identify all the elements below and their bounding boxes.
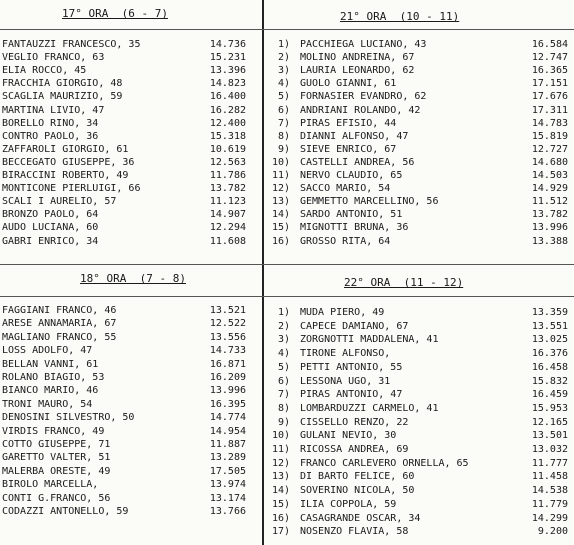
score-value: 13.996: [209, 385, 246, 397]
hour-21-title: 21° ORA (10 - 11): [340, 10, 460, 23]
list-item: [264, 525, 574, 538]
score-value: 11.123: [209, 196, 246, 208]
rank-number: 11): [271, 444, 290, 455]
list-item: [264, 388, 574, 401]
list-item: [264, 457, 574, 470]
participant-name: LESSONA UGO, 31: [300, 375, 391, 387]
score-value: 12.294: [209, 222, 246, 234]
participant-name: SARDO ANTONIO, 51: [300, 209, 403, 221]
rank-number: 9): [277, 143, 290, 155]
participant-name: GROSSO RITA, 64: [300, 235, 391, 247]
participant-name: BELLAN VANNI, 61: [2, 358, 99, 370]
list-item: [264, 90, 574, 103]
list-item: [264, 208, 574, 221]
score-value: 17.151: [531, 78, 568, 90]
score-value: 10.619: [209, 143, 246, 155]
score-value: 16.282: [209, 104, 246, 116]
rank-number: 8): [277, 130, 290, 142]
participant-name: COTTO GIUSEPPE, 71: [2, 439, 111, 450]
participant-name: GARETTO VALTER, 51: [2, 452, 111, 464]
list-item: [0, 505, 262, 518]
list-item: [264, 182, 574, 195]
score-value: 14.823: [209, 78, 246, 90]
score-value: 16.458: [531, 361, 568, 373]
score-value: 11.777: [531, 457, 568, 469]
list-item: [264, 375, 574, 388]
rank-number: 10): [271, 430, 290, 442]
participant-name: PIRAS EFISIO, 44: [300, 117, 397, 129]
rank-number: 3): [277, 334, 290, 346]
list-item: [264, 169, 574, 182]
score-value: 16.459: [531, 389, 568, 401]
rank-number: 13): [271, 471, 290, 483]
score-value: 13.766: [209, 506, 246, 517]
score-value: 11.512: [531, 196, 568, 208]
participant-name: ZAFFAROLI GIORGIO, 61: [2, 143, 129, 155]
participant-name: ZORGNOTTI MADDALENA, 41: [300, 334, 439, 346]
list-item: [0, 130, 262, 143]
participant-name: CONTI G.FRANCO, 56: [2, 492, 111, 504]
participant-name: FRANCO CARLEVERO ORNELLA, 65: [300, 457, 469, 469]
score-value: 15.819: [531, 130, 568, 142]
hour-22-title: 22° ORA (11 - 12): [344, 276, 464, 289]
participant-name: TRONI MAURO, 54: [2, 398, 93, 410]
list-item: [0, 492, 262, 505]
list-item: [0, 38, 262, 51]
list-item: [264, 333, 574, 346]
list-item: [0, 451, 262, 464]
participant-name: CAPECE DAMIANO, 67: [300, 320, 409, 332]
rank-number: 6): [277, 104, 290, 116]
score-value: 14.299: [531, 512, 568, 524]
participant-name: FRACCHIA GIORGIO, 48: [2, 78, 123, 90]
score-value: 14.783: [531, 117, 568, 129]
list-item: [0, 317, 262, 330]
rank-number: 14): [271, 485, 290, 497]
list-item: [0, 90, 262, 103]
score-value: 12.165: [531, 416, 568, 428]
score-value: 17.676: [531, 91, 568, 103]
score-value: 11.779: [531, 498, 568, 510]
score-value: 13.289: [209, 452, 246, 464]
participant-name: BIRACCINI ROBERTO, 49: [2, 170, 129, 181]
score-value: 11.786: [209, 170, 246, 181]
score-value: 12.727: [531, 143, 568, 155]
rank-number: 9): [277, 416, 290, 428]
rank-number: 5): [277, 91, 290, 103]
participant-name: TIRONE ALFONSO,: [300, 348, 391, 360]
list-item: [264, 484, 574, 497]
list-item: [0, 221, 262, 234]
list-item: [264, 51, 574, 64]
participant-name: BECCEGATO GIUSEPPE, 36: [2, 156, 135, 168]
rank-number: 1): [277, 307, 290, 318]
rank-number: 7): [277, 389, 290, 401]
rank-number: 13): [271, 196, 290, 208]
participant-name: SCALI I AURELIO, 57: [2, 196, 117, 208]
list-item: [264, 38, 574, 51]
participant-name: ELIA ROCCO, 45: [2, 65, 87, 77]
score-value: 14.954: [209, 425, 246, 437]
list-item: [0, 117, 262, 130]
list-item: [0, 425, 262, 438]
hour-17-title: 17° ORA (6 - 7): [62, 7, 168, 20]
participant-name: BIROLO MARCELLA,: [2, 479, 99, 491]
list-item: [0, 235, 262, 248]
list-item: [264, 117, 574, 130]
list-item: [0, 182, 262, 195]
participant-name: PACCHIEGA LUCIANO, 43: [300, 39, 427, 50]
list-item: [0, 371, 262, 384]
list-item: [0, 208, 262, 221]
score-value: 13.556: [209, 331, 246, 343]
score-value: 11.887: [209, 439, 246, 450]
list-item: [0, 169, 262, 182]
list-item: [0, 384, 262, 397]
list-item: [0, 64, 262, 77]
rank-number: 6): [277, 375, 290, 387]
list-item: [0, 344, 262, 357]
participant-name: CONTRO PAOLO, 36: [2, 130, 99, 142]
score-value: 13.551: [531, 320, 568, 332]
list-item: [0, 411, 262, 424]
score-value: 15.318: [209, 130, 246, 142]
list-item: [0, 398, 262, 411]
participant-name: VEGLIO FRANCO, 63: [2, 52, 105, 64]
rank-number: 10): [271, 156, 290, 168]
score-value: 12.563: [209, 156, 246, 168]
score-value: 13.025: [531, 334, 568, 346]
rank-number: 3): [277, 65, 290, 77]
rank-number: 1): [277, 39, 290, 50]
score-value: 13.396: [209, 65, 246, 77]
participant-name: CODAZZI ANTONELLO, 59: [2, 506, 129, 517]
participant-name: GUOLO GIANNI, 61: [300, 78, 397, 90]
score-value: 15.953: [531, 402, 568, 414]
participant-name: PIRAS ANTONIO, 47: [300, 389, 403, 401]
participant-name: NOSENZO FLAVIA, 58: [300, 526, 409, 538]
participant-name: ANDRIANI ROLANDO, 42: [300, 104, 421, 116]
score-value: 16.209: [209, 372, 246, 383]
score-value: 13.032: [531, 444, 568, 455]
score-value: 13.974: [209, 479, 246, 491]
score-value: 14.733: [209, 345, 246, 357]
score-value: 14.929: [531, 183, 568, 195]
list-item: [264, 347, 574, 360]
list-item: [264, 429, 574, 442]
list-item: [0, 156, 262, 169]
rank-number: 4): [277, 348, 290, 360]
participant-name: SIEVE ENRICO, 67: [300, 143, 397, 155]
rank-number: 11): [271, 170, 290, 181]
participant-name: FORNASIER EVANDRO, 62: [300, 91, 427, 103]
participant-name: CASAGRANDE OSCAR, 34: [300, 512, 421, 524]
score-value: 13.501: [531, 430, 568, 442]
score-value: 16.395: [209, 398, 246, 410]
list-item: [0, 195, 262, 208]
hour-18-title: 18° ORA (7 - 8): [80, 272, 186, 285]
list-item: [264, 221, 574, 234]
list-item: [264, 77, 574, 90]
list-item: [0, 143, 262, 156]
score-value: 17.311: [531, 104, 568, 116]
participant-name: LAURIA LEONARDO, 62: [300, 65, 415, 77]
list-item: [264, 306, 574, 319]
score-value: 16.376: [531, 348, 568, 360]
participant-name: LOMBARDUZZI CARMELO, 41: [300, 402, 439, 414]
participant-name: DIANNI ALFONSO, 47: [300, 130, 409, 142]
list-item: [0, 358, 262, 371]
list-item: [264, 235, 574, 248]
score-value: 11.458: [531, 471, 568, 483]
list-item: [0, 331, 262, 344]
score-value: 14.774: [209, 412, 246, 424]
participant-name: DI BARTO FELICE, 60: [300, 471, 415, 483]
score-value: 12.522: [209, 318, 246, 330]
score-value: 14.680: [531, 156, 568, 168]
participant-name: MALERBA ORESTE, 49: [2, 465, 111, 477]
participant-name: SACCO MARIO, 54: [300, 183, 391, 195]
participant-name: AUDO LUCIANA, 60: [2, 222, 99, 234]
list-item: [264, 64, 574, 77]
participant-name: NERVO CLAUDIO, 65: [300, 170, 403, 181]
list-item: [264, 104, 574, 117]
score-value: 14.736: [209, 39, 246, 50]
score-value: 14.538: [531, 485, 568, 497]
score-value: 13.388: [531, 235, 568, 247]
rank-number: 12): [271, 183, 290, 195]
list-item: [264, 156, 574, 169]
rank-number: 4): [277, 78, 290, 90]
participant-name: FANTAUZZI FRANCESCO, 35: [2, 39, 141, 50]
score-value: 14.907: [209, 209, 246, 221]
score-value: 12.747: [531, 52, 568, 64]
participant-name: GULANI NEVIO, 30: [300, 430, 397, 442]
participant-name: VIRDIS FRANCO, 49: [2, 425, 105, 437]
hour-17-section: [0, 0, 262, 262]
list-item: [264, 195, 574, 208]
participant-name: SOVERINO NICOLA, 50: [300, 485, 415, 497]
rank-number: 16): [271, 512, 290, 524]
participant-name: MARTINA LIVIO, 47: [2, 104, 105, 116]
participant-name: ROLANO BIAGIO, 53: [2, 372, 105, 383]
participant-name: GEMMETTO MARCELLINO, 56: [300, 196, 439, 208]
participant-name: BIANCO MARIO, 46: [2, 385, 99, 397]
list-item: [264, 443, 574, 456]
participant-name: BORELLO RINO, 34: [2, 117, 99, 129]
participant-name: MUDA PIERO, 49: [300, 307, 385, 318]
participant-name: MOLINO ANDREINA, 67: [300, 52, 415, 64]
list-item: [264, 143, 574, 156]
list-item: [264, 416, 574, 429]
participant-name: GABRI ENRICO, 34: [2, 235, 99, 247]
participant-name: ILIA COPPOLA, 59: [300, 498, 397, 510]
rank-number: 14): [271, 209, 290, 221]
participant-name: BRONZO PAOLO, 64: [2, 209, 99, 221]
score-value: 16.400: [209, 91, 246, 103]
list-item: [0, 304, 262, 317]
score-value: 9.200: [537, 526, 568, 538]
score-value: 13.782: [531, 209, 568, 221]
list-item: [264, 470, 574, 483]
rank-number: 12): [271, 457, 290, 469]
participant-name: LOSS ADOLFO, 47: [2, 345, 93, 357]
score-value: 15.832: [531, 375, 568, 387]
score-value: 13.521: [209, 305, 246, 316]
score-value: 16.584: [531, 39, 568, 50]
participant-name: CISSELLO RENZO, 22: [300, 416, 409, 428]
score-value: 17.505: [209, 465, 246, 477]
score-value: 13.996: [531, 222, 568, 234]
rank-number: 5): [277, 361, 290, 373]
list-item: [264, 498, 574, 511]
rank-number: 2): [277, 320, 290, 332]
rank-number: 2): [277, 52, 290, 64]
score-value: 11.608: [209, 235, 246, 247]
score-value: 12.400: [209, 117, 246, 129]
rank-number: 8): [277, 402, 290, 414]
rank-number: 15): [271, 498, 290, 510]
participant-name: MAGLIANO FRANCO, 55: [2, 331, 117, 343]
hour-21-section: [264, 0, 574, 262]
list-item: [0, 438, 262, 451]
list-item: [0, 465, 262, 478]
score-value: 16.871: [209, 358, 246, 370]
score-value: 13.359: [531, 307, 568, 318]
list-item: [0, 77, 262, 90]
score-value: 15.231: [209, 52, 246, 64]
hour-22-section: [264, 264, 574, 545]
rank-number: 17): [271, 526, 290, 538]
participant-name: MONTICONE PIERLUIGI, 66: [2, 183, 141, 195]
list-item: [0, 478, 262, 491]
score-value: 13.174: [209, 492, 246, 504]
participant-name: CASTELLI ANDREA, 56: [300, 156, 415, 168]
list-item: [264, 402, 574, 415]
score-value: 14.503: [531, 170, 568, 181]
list-item: [264, 130, 574, 143]
participant-name: PETTI ANTONIO, 55: [300, 361, 403, 373]
score-value: 16.365: [531, 65, 568, 77]
rank-number: 16): [271, 235, 290, 247]
list-item: [264, 320, 574, 333]
list-item: [0, 104, 262, 117]
participant-name: SCAGLIA MAURIZIO, 59: [2, 91, 123, 103]
rank-number: 15): [271, 222, 290, 234]
list-item: [264, 512, 574, 525]
participant-name: FAGGIANI FRANCO, 46: [2, 305, 117, 316]
participant-name: RICOSSA ANDREA, 69: [300, 444, 409, 455]
participant-name: ARESE ANNAMARIA, 67: [2, 318, 117, 330]
hour-18-section: [0, 264, 262, 545]
participant-name: DENOSINI SILVESTRO, 50: [2, 412, 135, 424]
list-item: [264, 361, 574, 374]
list-item: [0, 51, 262, 64]
score-value: 13.782: [209, 183, 246, 195]
rank-number: 7): [277, 117, 290, 129]
participant-name: MIGNOTTI BRUNA, 36: [300, 222, 409, 234]
